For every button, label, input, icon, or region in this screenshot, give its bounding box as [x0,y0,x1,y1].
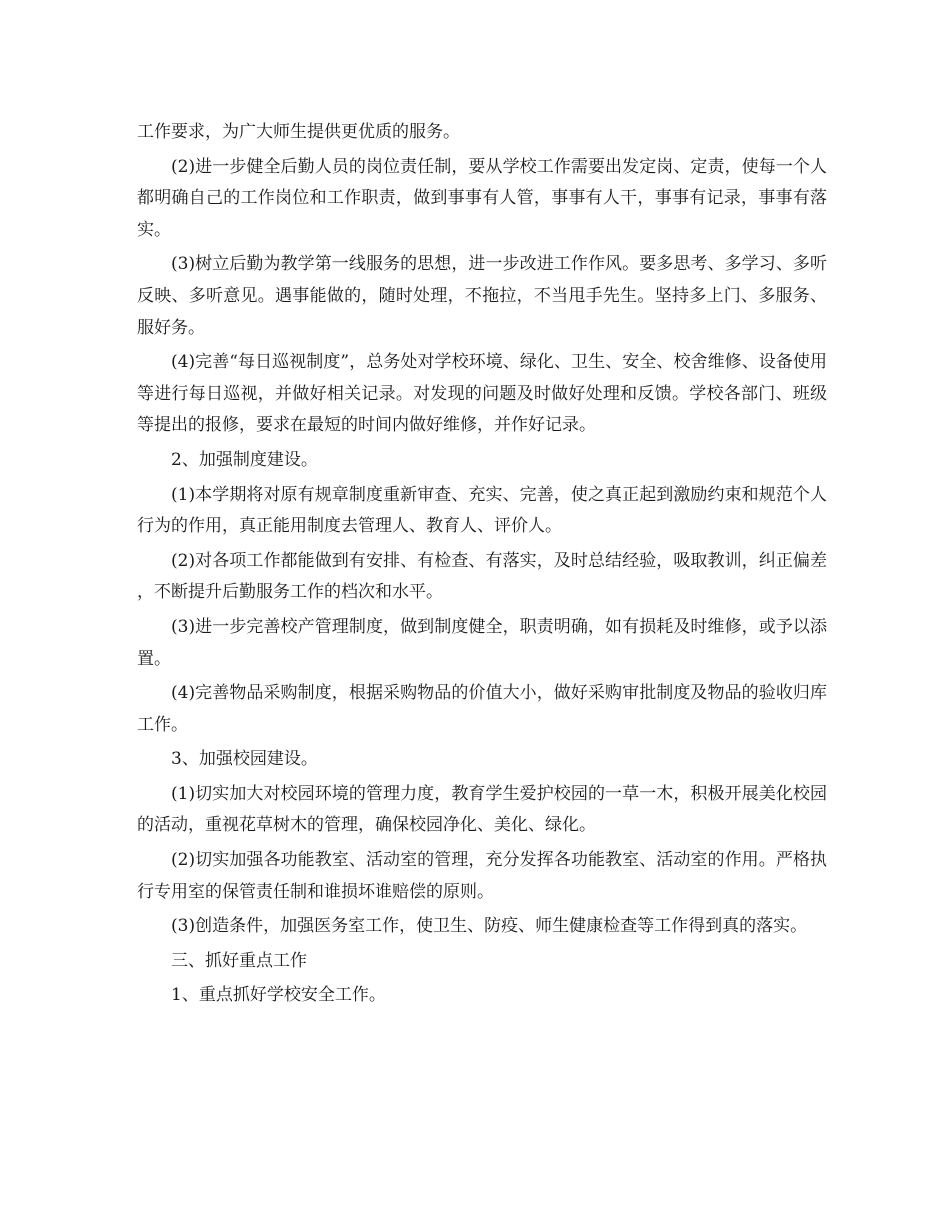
section-heading-system-building: 2、加强制度建设。 [171,449,318,470]
paragraph-item-1-campus-environment: (1)切实加大对校园环境的管理力度，教育学生爱护校园的一草一木，积极开展美化校园的活动，重视花草树木的管理，确保校园净化、美化、绿化。 [137,783,827,836]
paragraph-item-1-regulations: (1)本学期将对原有规章制度重新审查、充实、完善，使之真正起到激励约束和规范个人行为的作用，真正能用制度去管理人、教育人、评价人。 [137,484,827,537]
section-heading-key-work: 三、抓好重点工作 [171,950,307,971]
paragraph-item-2-work-arrangement: (2)对各项工作都能做到有安排、有检查、有落实，及时总结经验，吸取教训，纠正偏差，不断提升后勤服务工作的档次和水平。 [137,550,827,603]
paragraph-item-2-job-responsibility: (2)进一步健全后勤人员的岗位责任制，要从学校工作需要出发定岗、定责，使每一个人都明确自己的工作岗位和工作职责，做到事事有人管，事事有人干，事事有记录，事事有落实。 [137,156,827,240]
section-heading-safety-work: 1、重点抓好学校安全工作。 [171,985,386,1006]
paragraph-item-3-asset-management: (3)进一步完善校产管理制度，做到制度健全，职责明确，如有损耗及时维修，或予以添置。 [137,616,827,669]
paragraph-item-3-clinic: (3)创造条件，加强医务室工作，使卫生、防疫、师生健康检查等工作得到真的落实。 [171,916,808,937]
document-body [137,117,827,1015]
paragraph-continuation: 工作要求，为广大师生提供更优质的服务。 [137,122,460,142]
section-heading-campus-building: 3、加强校园建设。 [171,749,318,770]
paragraph-item-3-service-attitude: (3)树立后勤为教学第一线服务的思想，进一步改进工作作风。要多思考、多学习、多听反映、多听意见。遇事能做的，随时处理，不拖拉，不当甩手先生。坚持多上门、多服务、服好务。 [137,254,827,338]
paragraph-item-4-daily-inspection: (4)完善“每日巡视制度”，总务处对学校环境、绿化、卫生、安全、校舍维修、设备使用等进行每日巡视，并做好相关记录。对发现的问题及时做好处理和反馈。学校各部门、班级等提出的报修，要求在最短的时间内做好维修，并作好记录。 [137,352,827,436]
paragraph-item-2-function-rooms: (2)切实加强各功能教室、活动室的管理，充分发挥各功能教室、活动室的作用。严格执行专用室的保管责任制和谁损坏谁赔偿的原则。 [137,850,827,902]
paragraph-item-4-procurement: (4)完善物品采购制度，根据采购物品的价值大小，做好采购审批制度及物品的验收归库工作。 [137,683,827,735]
